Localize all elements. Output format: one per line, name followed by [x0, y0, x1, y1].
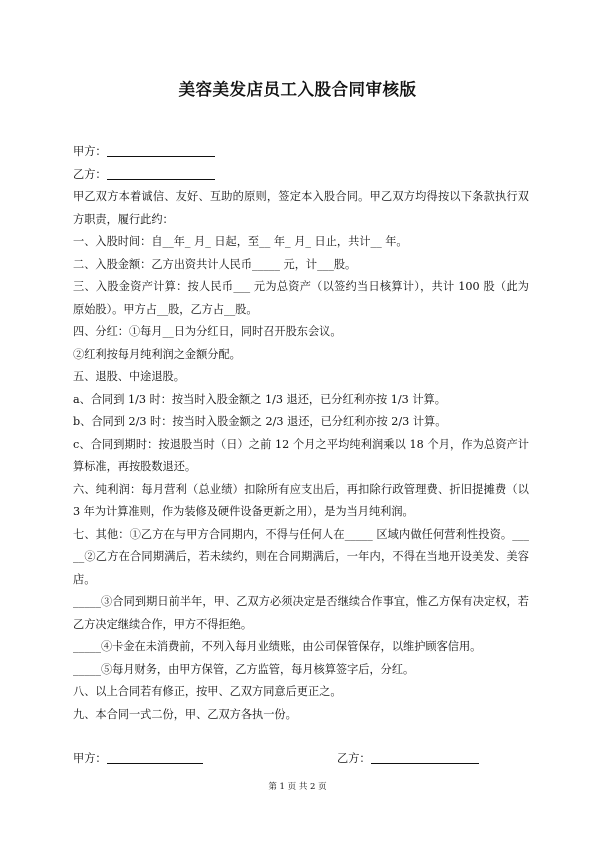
- clause-5c: c、合同到期时：按退股当时（日）之前 12 个月之平均纯利润乘以 18 个月，作为总资产计算标准，再按股数退还。: [73, 437, 529, 473]
- signature-party-a-blank: [107, 749, 203, 764]
- signature-party-a-label: 甲方：: [73, 752, 107, 765]
- clause-3-assets: 三、入股金资产计算：按人民币___ 元为总资产（以签约当日核算计），共计 100 股（此为原始股）。甲方占__股，乙方占__股。: [73, 280, 529, 316]
- party-b-line: [73, 164, 529, 187]
- clause-9-copies: 九、本合同一式二份，甲、乙双方各执一份。: [73, 707, 297, 721]
- party-a-label: 甲方：: [73, 145, 107, 158]
- document-title: 美容美发店员工入股合同审核版: [178, 80, 417, 99]
- page-footer: 第 1 页 共 2 页: [268, 782, 327, 792]
- clause-5b: b、合同到 2/3 时：按当时入股金额之 2/3 退还，已分红利亦按 2/3 计算。: [73, 415, 447, 428]
- clause-4-dividend-2: ②红利按每月纯利润之金额分配。: [73, 347, 241, 361]
- preamble-paragraph: 甲乙双方本着诚信、友好、互助的原则，签定本入股合同。甲乙双方均得按以下条款执行双方职责，履行此约：: [73, 190, 529, 226]
- signature-party-b-blank: [371, 749, 479, 764]
- clause-5-withdrawal: 五、退股、中途退股。: [73, 370, 185, 383]
- signature-party-b: [337, 748, 479, 770]
- clause-7-item-5: _____⑤每月财务，由甲方保管，乙方监管，每月核算签字后，分红。: [73, 662, 415, 676]
- clause-1-term: 一、入股时间：自__年_ 月_ 日起，至__ 年_ 月_ 日止，共计__ 年。: [73, 235, 408, 248]
- clause-4-dividend: 四、分红：①每月__日为分红日，同时召开股东会议。: [73, 325, 342, 338]
- party-a-blank: [107, 142, 215, 157]
- clause-5a: a、合同到 1/3 时：按当时入股金额之 1/3 退还，已分红利亦按 1/3 计算。: [73, 392, 446, 406]
- signature-party-b-label: 乙方：: [337, 752, 371, 765]
- party-b-blank: [107, 165, 215, 180]
- clause-7-other: 七、其他：①乙方在与甲方合同期内，不得与任何人在_____ 区域内做任何营利性投资。_____②乙方在合同期满后，若未续约，则在合同期满后，一年内，不得在当地开设美发、美容店。: [73, 527, 529, 586]
- clause-6-net-profit: 六、纯利润：每月营利（总业绩）扣除所有应支出后，再扣除行政管理费、折旧提摊费（以 3 年为计算准则，作为装修及硬件设备更新之用），是为当月纯利润。: [73, 482, 533, 518]
- party-b-label: 乙方：: [73, 167, 107, 181]
- clause-7-item-4: _____④卡金在未消费前，不列入每月业绩账，由公司保管保存，以维护顾客信用。: [73, 640, 482, 653]
- party-a-line: [73, 141, 529, 164]
- clause-2-amount: 二、入股金额：乙方出资共计人民币_____ 元，计___股。: [73, 257, 357, 271]
- contract-body: [73, 141, 533, 726]
- signature-party-a: [73, 748, 203, 770]
- clause-7-item-3: _____③合同到期日前半年，甲、乙双方必须决定是否继续合作事宜，惟乙方保有决定权，若乙方决定继续合作，甲方不得拒绝。: [73, 595, 529, 631]
- clause-8-amendment: 八、以上合同若有修正，按甲、乙双方同意后更正之。: [73, 685, 342, 698]
